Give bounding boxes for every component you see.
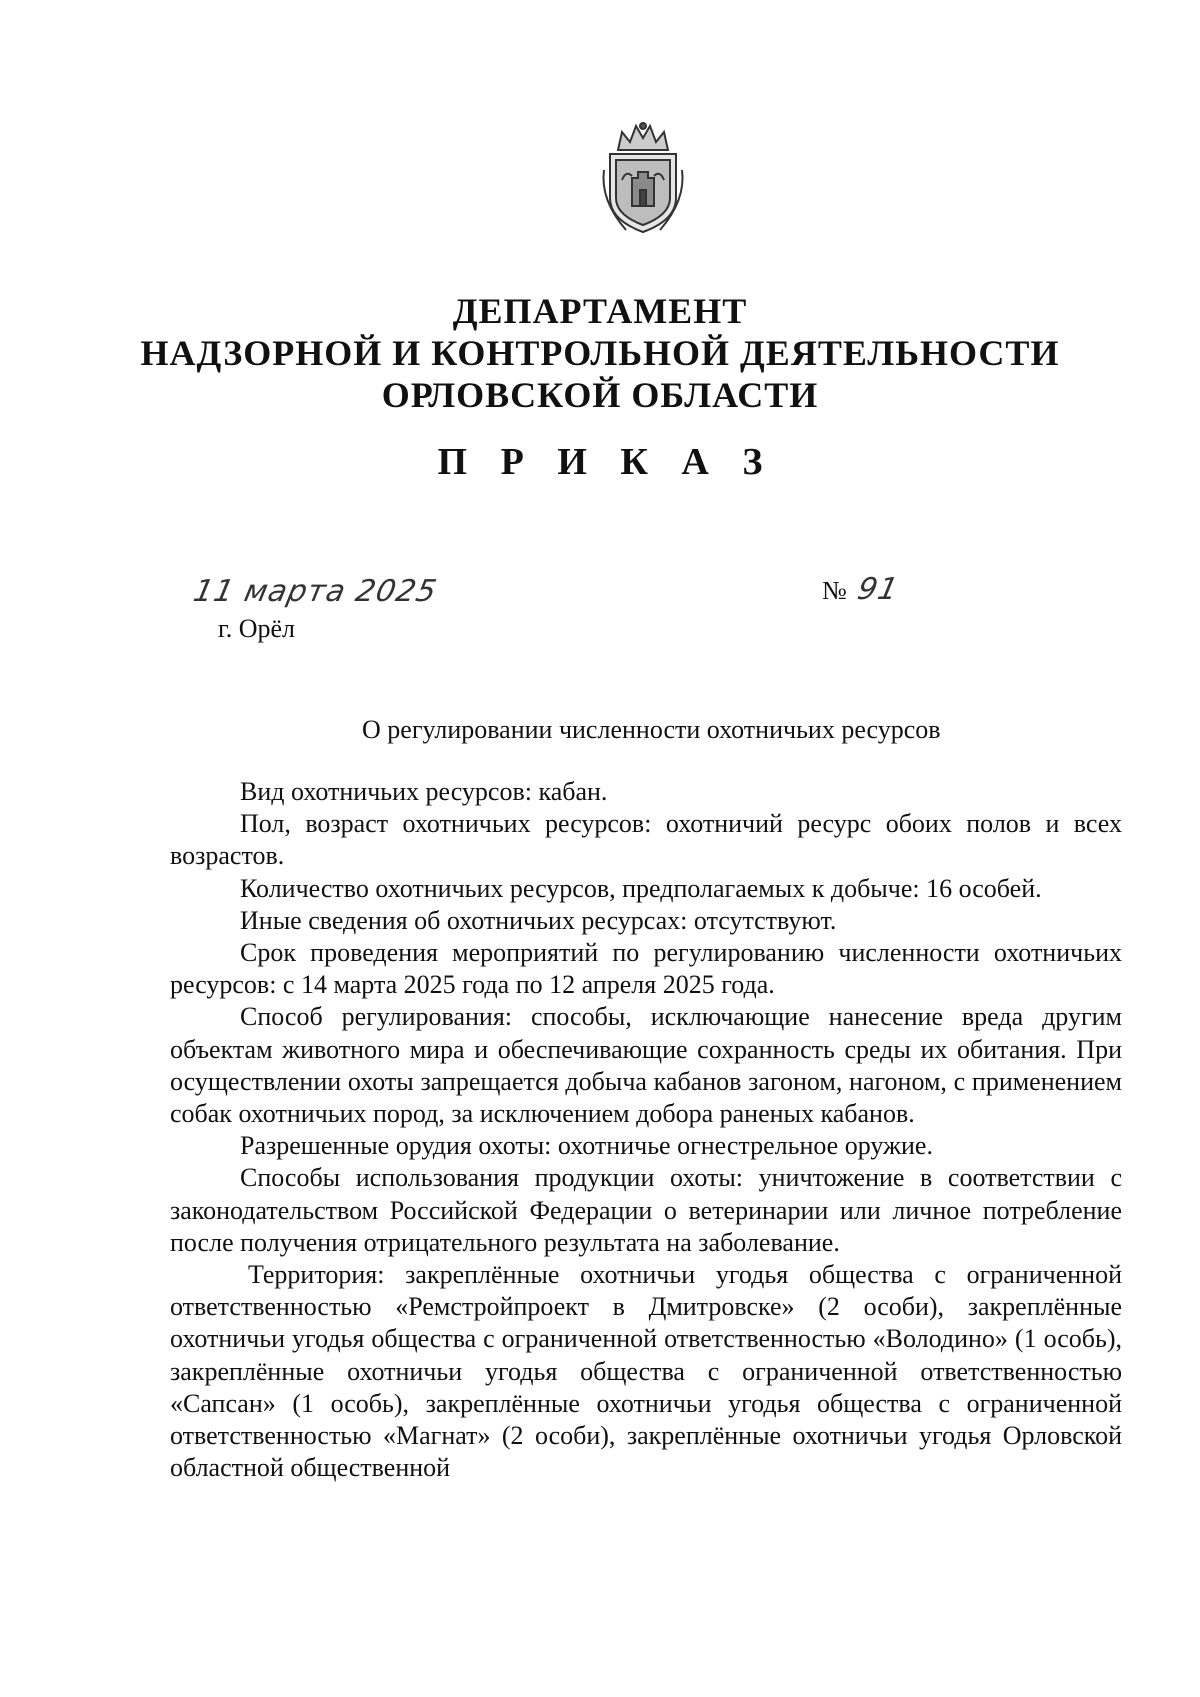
- order-subject: О регулировании численности охотничьих ресурсов: [362, 715, 941, 744]
- paragraph: Иные сведения об охотничьих ресурсах: отсутствуют.: [240, 905, 837, 935]
- order-title: П Р И К А З: [437, 441, 775, 483]
- handwritten-date: 11 марта 2025: [190, 574, 441, 609]
- header-line-2: НАДЗОРНОЙ И КОНТРОЛЬНОЙ ДЕЯТЕЛЬНОСТИ: [140, 333, 1060, 373]
- header-line-1: ДЕПАРТАМЕНТ: [452, 291, 748, 331]
- city-label: г. Орёл: [218, 614, 296, 643]
- header-line-3: ОРЛОВСКОЙ ОБЛАСТИ: [381, 375, 819, 415]
- paragraph: Количество охотничьих ресурсов, предполагаемых к добыче: 16 особей.: [240, 873, 1042, 903]
- number-sign: №: [822, 576, 847, 605]
- paragraph: Срок проведения мероприятий по регулированию численности охотничьих ресурсов: с 14 марта 2025 года по 12 апреля 2025 года.: [170, 938, 1122, 1000]
- paragraph: Вид охотничьих ресурсов: кабан.: [240, 777, 608, 806]
- paragraph: Способ регулирования: способы, исключающие нанесение вреда другим объектам животного мира и обеспечивающие сохранность среды их обитания. При осуществлении охоты запрещается добыча кабанов загоном, нагоном, с применением собак охотничьих пород, за исключением добора раненых кабанов.: [170, 1002, 1122, 1129]
- department-header: [0, 290, 1200, 416]
- handwritten-order-number: 91: [854, 572, 902, 607]
- paragraph: Территория: закреплённые охотничьи угодья общества с ограниченной ответственностью «Ремстройпроект в Дмитровске» (2 особи), закреплённые охотничьи угодья общества с ограниченной ответственностью «Володино» (1 особь), закреплённые охотничьи угодья общества с ограниченной ответственностью «Сапсан» (1 особь), закреплённые охотничьи угодья общества с ограниченной ответственностью «Магнат» (2 особи), закреплённые охотничьи угодья Орловской областной общественной: [170, 1260, 1122, 1483]
- coat-of-arms-emblem: [596, 120, 690, 238]
- order-body: [170, 776, 1122, 1484]
- paragraph: Пол, возраст охотничьих ресурсов: охотничий ресурс обоих полов и всех возрастов.: [170, 809, 1122, 871]
- paragraph: Разрешенные орудия охоты: охотничье огнестрельное оружие.: [240, 1131, 933, 1161]
- paragraph: Способы использования продукции охоты: уничтожение в соответствии с законодательством Российской Федерации о ветеринарии или личное потребление после получения отрицательного результата на заболевание.: [170, 1163, 1122, 1257]
